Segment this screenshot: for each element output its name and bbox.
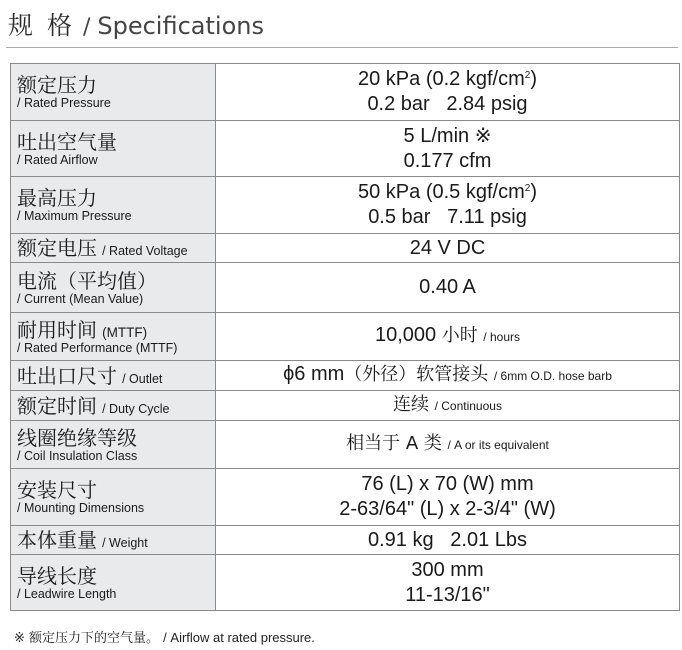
spec-label [11,391,216,421]
label-en: / Maximum Pressure [17,209,132,223]
label-en: / Leadwire Length [17,586,117,601]
label-en: / Rated Airflow [17,152,98,167]
label-zh: 额定电压 [17,236,97,260]
label-en: / Current (Mean Value) [17,291,144,306]
label-en: / Mounting Dimensions [17,501,145,515]
spec-row-rated-pressure [11,64,680,121]
spec-row-leadwire-length [11,555,680,611]
value-zh: 小时 [441,325,478,346]
header-divider [6,47,678,48]
label-zh: 吐出空气量 [17,129,117,154]
label-zh: 本体重量 [17,528,97,552]
label-en: / Rated Pressure [17,96,111,110]
section-title-en: Specifications [97,12,264,40]
value-en: / A or its equivalent [447,438,549,452]
label-en: / Rated Performance (MTTF) [17,340,178,355]
spec-label [11,313,216,361]
value-text: ) [530,181,537,203]
spec-value [216,121,680,177]
spec-label [11,526,216,555]
value-text: 50 kPa (0.5 kgf/cm [358,181,525,203]
label-zh: 额定时间 [17,393,97,418]
footnote [14,627,315,646]
spec-row-rated-airflow [11,121,680,177]
label-zh: 耐用时间 [17,317,97,342]
value-sup: 2 [524,183,531,194]
value-zh: 相当于 A 类 [346,433,442,454]
value-number: 10,000 [375,324,437,346]
label-zh: 额定压力 [17,73,97,97]
spec-row-rated-voltage [11,234,680,263]
label-inline: (MTTF) [102,324,148,340]
label-zh: 最高压力 [17,186,97,210]
value-line-2: 0.5 bar 7.11 psig [368,206,527,228]
value-line-2: 2-63/64" (L) x 2-3/4" (W) [339,498,556,520]
value-zh: （外径）软管接头 [344,364,489,385]
spec-label [11,469,216,526]
spec-value: 24 V DC [216,234,680,263]
spec-row-current [11,263,680,313]
value-line-1 [217,67,678,92]
label-en: / Outlet [122,371,163,386]
spec-label [11,555,216,611]
value-line-1: 76 (L) x 70 (W) mm [361,473,534,495]
spec-label [11,177,216,234]
spec-label [11,263,216,313]
label-zh: 吐出口尺寸 [17,363,117,388]
spec-label [11,234,216,263]
spec-row-maximum-pressure [11,177,680,234]
spec-label [11,421,216,469]
value-sup: 2 [524,70,531,81]
section-header [8,6,264,42]
label-zh: 电流（平均值） [17,268,157,293]
spec-row-mounting-dimensions [11,469,680,526]
spec-value [216,391,680,421]
spec-table [10,63,680,611]
label-en: / Coil Insulation Class [17,448,138,463]
spec-value: 0.40 A [216,263,680,313]
spec-value [216,555,680,611]
value-line-2: 11-13/16" [405,583,490,606]
label-zh: 线圈绝缘等级 [17,425,137,450]
section-title-zh: 规 格 [8,11,75,40]
footnote-zh: ※ 额定压力下的空气量。 [14,631,160,646]
footnote-en: / Airflow at rated pressure. [163,630,315,645]
spec-value [216,361,680,391]
label-zh: 导线长度 [17,563,97,588]
value-line-1 [217,180,678,205]
title-separator: / [82,15,91,40]
spec-value [216,469,680,526]
value-main: ϕ6 mm [283,363,345,385]
value-zh: 连续 [393,394,430,415]
value-en: / Continuous [434,399,502,413]
value-line-2: 0.177 cfm [403,149,492,172]
spec-value [216,313,680,361]
spec-label [11,361,216,391]
value-text: ) [530,68,537,90]
spec-row-weight [11,526,680,555]
spec-value [216,64,680,121]
spec-label [11,121,216,177]
spec-row-coil-insulation [11,421,680,469]
value-line-1: 300 mm [411,558,484,581]
value-line-2: 0.2 bar 2.84 psig [367,93,528,115]
label-en: / Rated Voltage [102,244,188,258]
spec-row-rated-performance [11,313,680,361]
value-en: / hours [483,330,520,344]
label-en: / Duty Cycle [102,401,170,416]
value-en: / 6mm O.D. hose barb [493,369,612,383]
label-zh: 安装尺寸 [17,478,97,502]
spec-value: 0.91 kg 2.01 Lbs [216,526,680,555]
spec-row-duty-cycle [11,391,680,421]
spec-value [216,177,680,234]
value-line-1: 5 L/min ※ [403,124,492,147]
spec-value [216,421,680,469]
label-en: / Weight [102,536,148,550]
spec-label [11,64,216,121]
value-text: 20 kPa (0.2 kgf/cm [358,68,525,90]
spec-row-outlet [11,361,680,391]
